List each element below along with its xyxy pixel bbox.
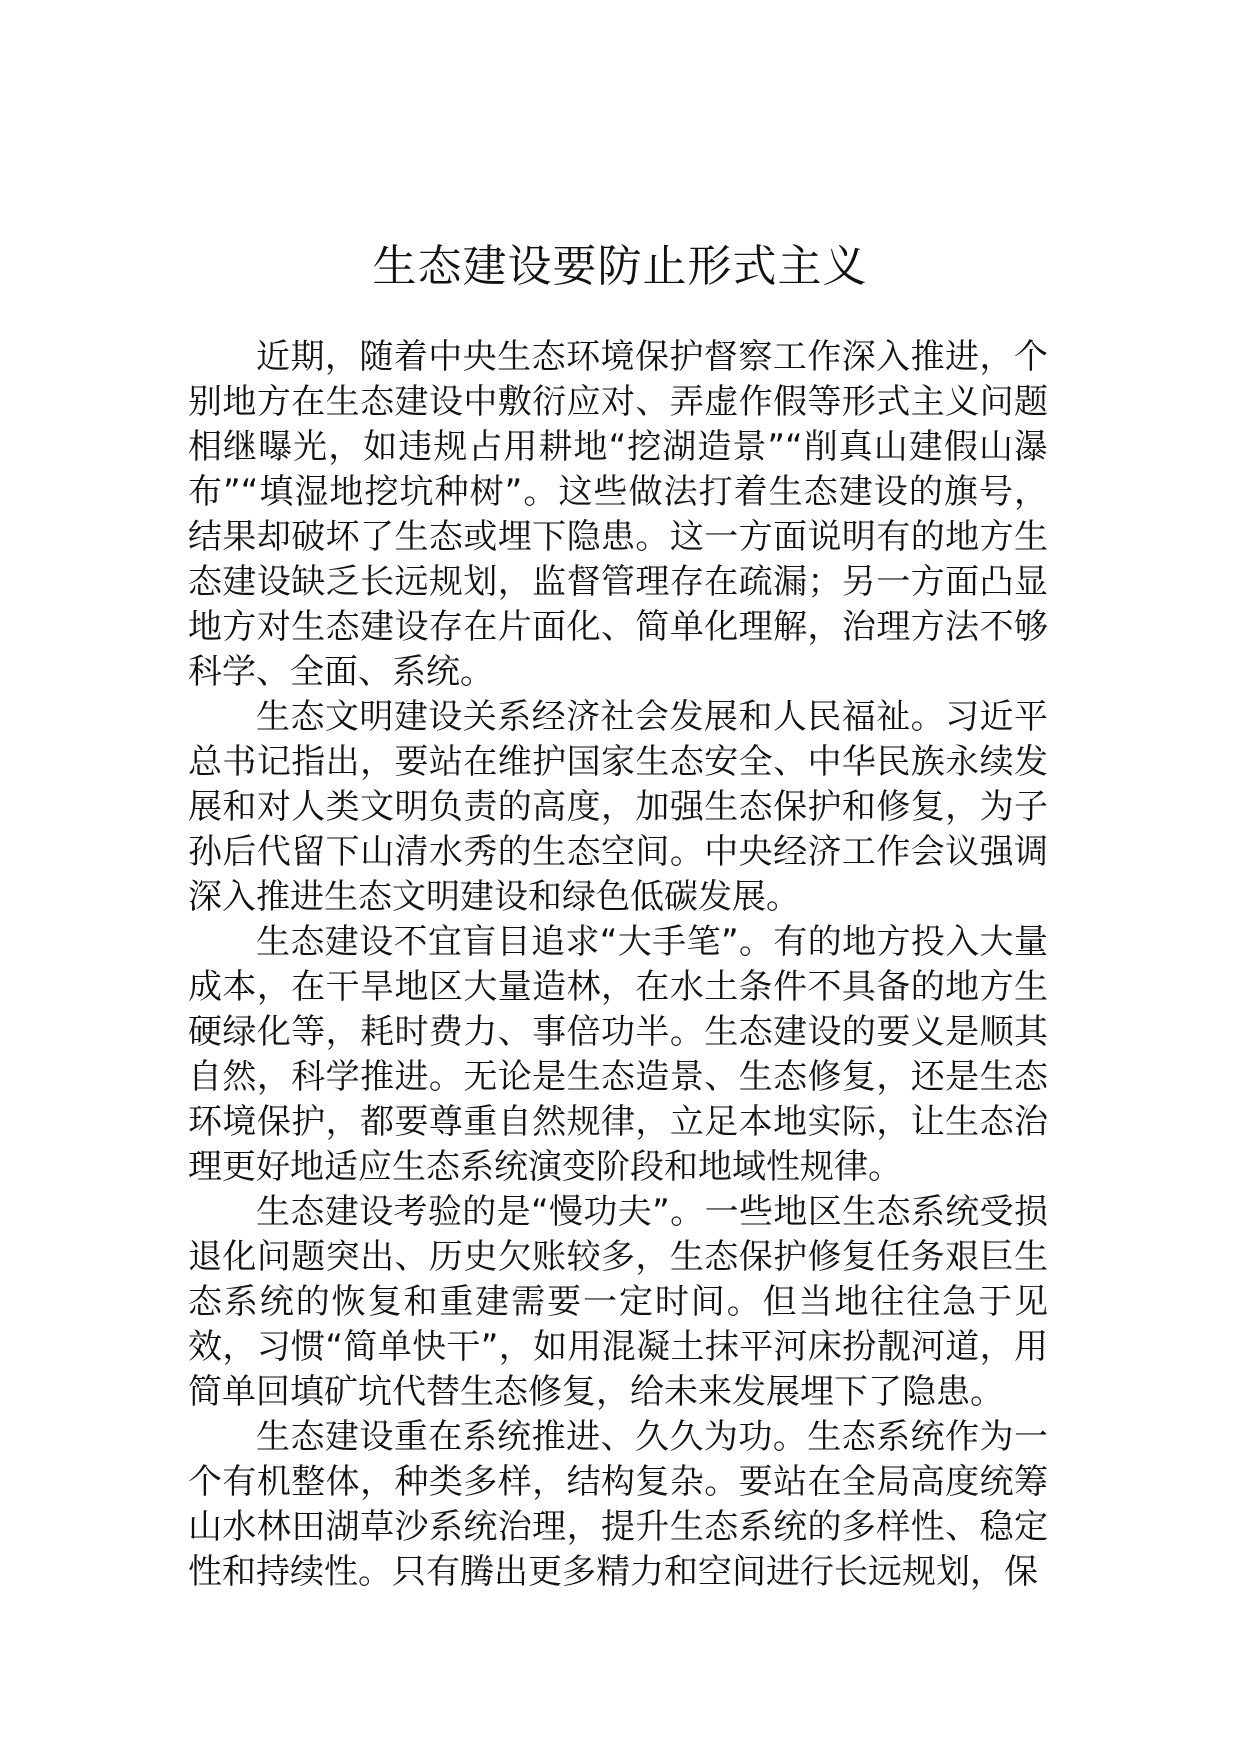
document-body [188, 335, 1048, 1595]
document-title: 生态建设要防止形式主义 [372, 241, 868, 293]
paragraph: 近期，随着中央生态环境保护督察工作深入推进，个别地方在生态建设中敷衍应对、弄虚作假等形式主义问题相继曝光，如违规占用耕地“挖湖造景”“削真山建假山瀑布”“填湿地挖坑种树”。这些做法打着生态建设的旗号，结果却破坏了生态或埋下隐患。这一方面说明有的地方生态建设缺乏长远规划，监督管理存在疏漏；另一方面凸显地方对生态建设存在片面化、简单化理解，治理方法不够科学、全面、系统。 [188, 337, 1048, 692]
paragraph: 生态建设重在系统推进、久久为功。生态系统作为一个有机整体，种类多样，结构复杂。要站在全局高度统筹山水林田湖草沙系统治理，提升生态系统的多样性、稳定性和持续性。只有腾出更多精力和空间进行长远规划，保 [188, 1417, 1048, 1592]
paragraph: 生态建设考验的是“慢功夫”。一些地区生态系统受损退化问题突出、历史欠账较多，生态保护修复任务艰巨生态系统的恢复和重建需要一定时间。但当地往往急于见效，习惯“简单快干”，如用混凝土抹平河床扮靓河道，用简单回填矿坑代替生态修复，给未来发展埋下了隐患。 [188, 1192, 1048, 1412]
paragraph: 生态建设不宜盲目追求“大手笔”。有的地方投入大量成本，在干旱地区大量造林，在水土条件不具备的地方生硬绿化等，耗时费力、事倍功半。生态建设的要义是顺其自然，科学推进。无论是生态造景、生态修复，还是生态环境保护，都要尊重自然规律，立足本地实际，让生态治理更好地适应生态系统演变阶段和地域性规律。 [188, 922, 1048, 1187]
paragraph: 生态文明建设关系经济社会发展和人民福祉。习近平总书记指出，要站在维护国家生态安全、中华民族永续发展和对人类文明负责的高度，加强生态保护和修复，为子孙后代留下山清水秀的生态空间。中央经济工作会议强调深入推进生态文明建设和绿色低碳发展。 [188, 697, 1048, 917]
